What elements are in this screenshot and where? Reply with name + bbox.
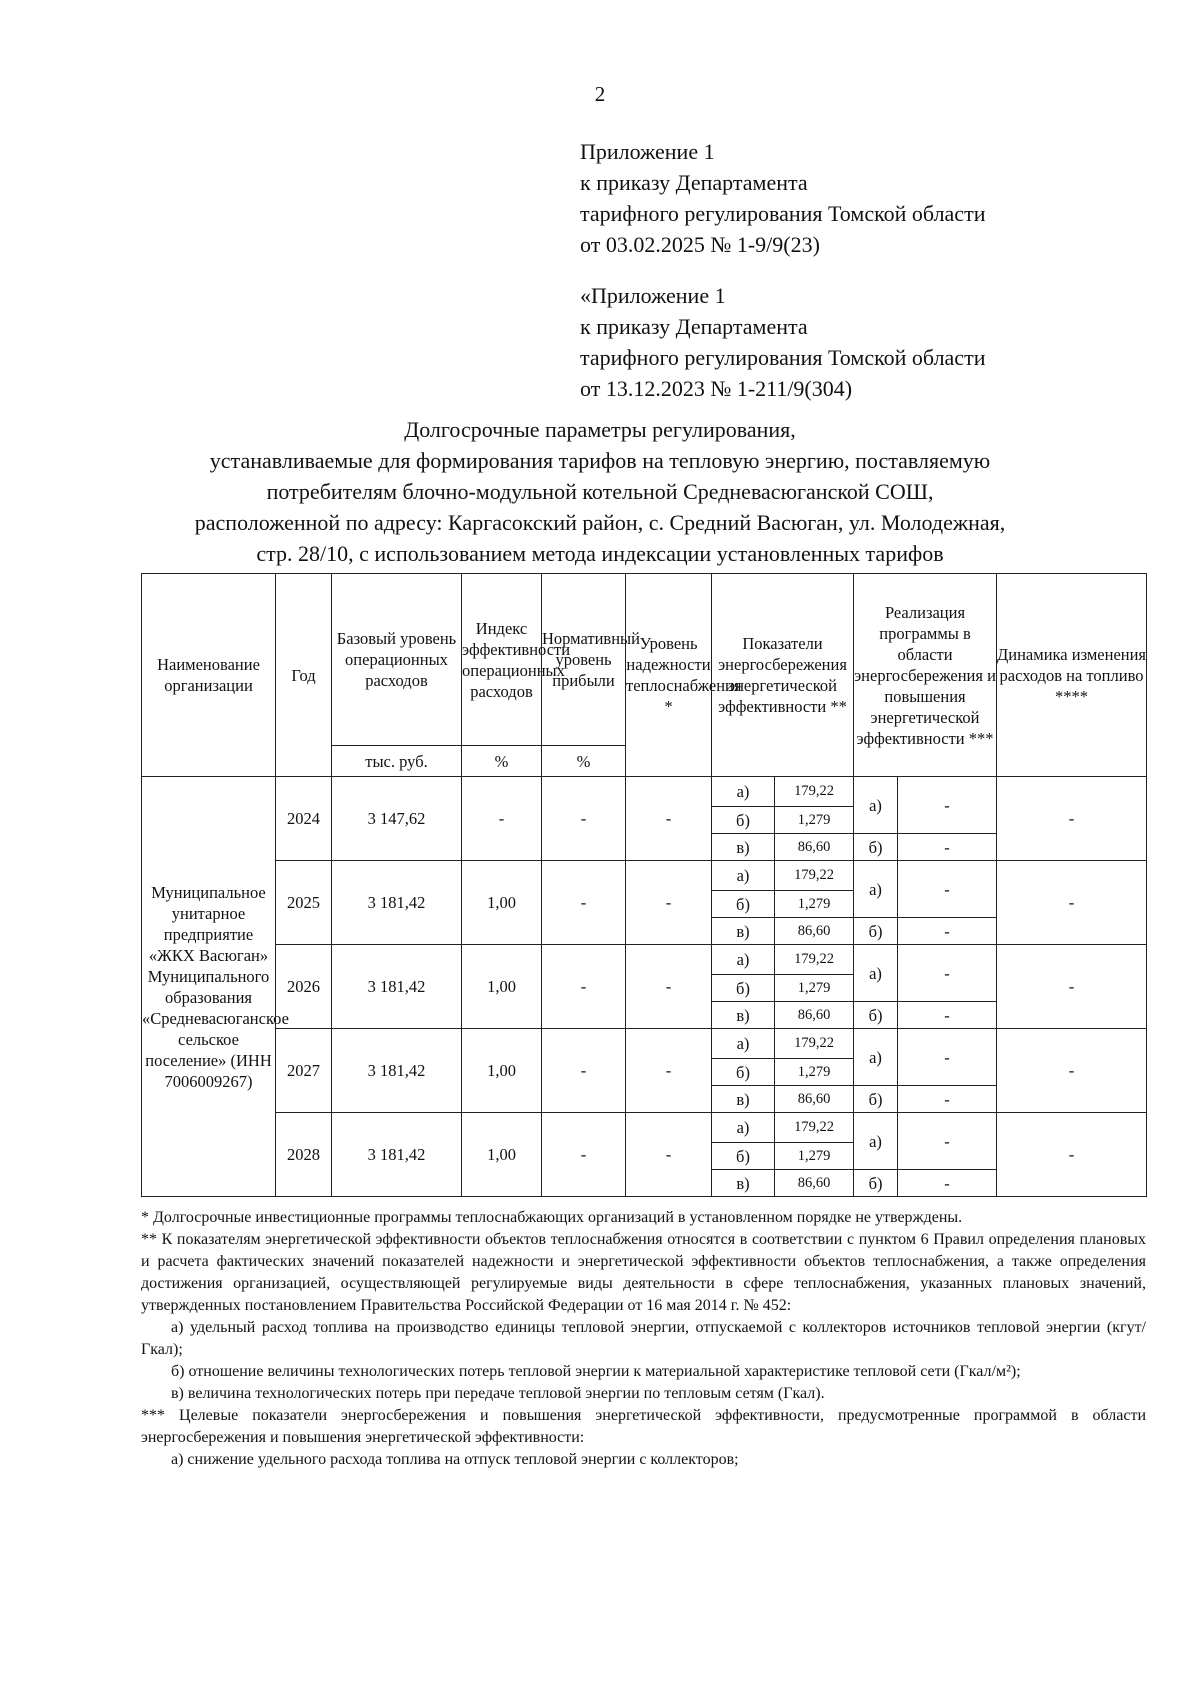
- appendix-line: к приказу Департамента: [580, 314, 808, 339]
- appendix-line: «Приложение 1: [580, 283, 726, 308]
- program-letter: б): [854, 1002, 898, 1029]
- unit-index: %: [462, 746, 542, 777]
- title-line: устанавливаемые для формирования тарифов на тепловую энергию, поставляемую: [209, 448, 991, 473]
- program-value: -: [898, 777, 997, 834]
- header-base: Базовый уровень операционных расходов: [332, 574, 462, 746]
- program-value: -: [898, 945, 997, 1002]
- indicator-letter: в): [712, 1170, 775, 1197]
- page-number: 2: [594, 82, 606, 106]
- indicator-value: 1,279: [775, 1143, 854, 1170]
- efficiency-index-cell: 1,00: [462, 945, 542, 1029]
- indicator-value: 179,22: [775, 1029, 854, 1059]
- footnote-item: а) удельный расход топлива на производство единицы тепловой энергии, отпускаемой с коллекторов источников тепловой энергии (кгут/Гкал);: [141, 1319, 1146, 1358]
- year-cell: 2028: [276, 1113, 332, 1197]
- title-line: стр. 28/10, с использованием метода индексации установленных тарифов: [256, 541, 944, 566]
- indicator-value: 179,22: [775, 777, 854, 807]
- program-letter: а): [854, 861, 898, 918]
- reliability-cell: -: [626, 1113, 712, 1197]
- norm-profit-cell: -: [542, 1113, 626, 1197]
- efficiency-index-cell: 1,00: [462, 861, 542, 945]
- indicator-letter: в): [712, 1002, 775, 1029]
- norm-profit-cell: -: [542, 1029, 626, 1113]
- title-line: расположенной по адресу: Каргасокский район, с. Средний Васюган, ул. Молодежная,: [194, 510, 1006, 535]
- header-year: Год: [276, 574, 332, 777]
- appendix-heading-original: [580, 280, 985, 404]
- org-name-cell: Муниципальное унитарное предприятие «ЖКХ Васюган» Муниципального образования «Средневасюганское сельское поселение» (ИНН 7006009267): [142, 777, 276, 1197]
- indicator-value: 86,60: [775, 1002, 854, 1029]
- base-cost-cell: 3 181,42: [332, 1029, 462, 1113]
- title-line: потребителям блочно-модульной котельной Средневасюганской СОШ,: [266, 479, 934, 504]
- indicator-letter: а): [712, 945, 775, 975]
- indicator-value: 86,60: [775, 918, 854, 945]
- footnotes: [141, 1207, 1146, 1471]
- appendix-line: от 13.12.2023 № 1-211/9(304): [580, 376, 853, 401]
- table-row: [142, 945, 1147, 975]
- efficiency-index-cell: 1,00: [462, 1113, 542, 1197]
- indicator-value: 179,22: [775, 861, 854, 891]
- indicator-letter: а): [712, 861, 775, 891]
- footnote-item: а) снижение удельного расхода топлива на отпуск тепловой энергии с коллекторов;: [171, 1451, 739, 1468]
- indicator-value: 1,279: [775, 891, 854, 918]
- program-letter: а): [854, 777, 898, 834]
- appendix-line: тарифного регулирования Томской области: [580, 201, 986, 226]
- appendix-line: к приказу Департамента: [580, 170, 808, 195]
- indicator-value: 1,279: [775, 975, 854, 1002]
- indicator-value: 1,279: [775, 1059, 854, 1086]
- program-letter: а): [854, 1113, 898, 1170]
- document-title: [120, 414, 1080, 569]
- reliability-cell: -: [626, 861, 712, 945]
- program-value: -: [898, 1002, 997, 1029]
- header-index: Индекс эффективности операционных расходов: [462, 574, 542, 746]
- table-row: [142, 1029, 1147, 1059]
- base-cost-cell: 3 181,42: [332, 945, 462, 1029]
- footnote-item: в) величина технологических потерь при передаче тепловой энергии по тепловым сетям (Гкал).: [171, 1385, 825, 1402]
- indicator-letter: б): [712, 1059, 775, 1086]
- base-cost-cell: 3 181,42: [332, 861, 462, 945]
- efficiency-index-cell: -: [462, 777, 542, 861]
- indicator-letter: а): [712, 1029, 775, 1059]
- program-value: -: [898, 918, 997, 945]
- program-letter: а): [854, 945, 898, 1002]
- fuel-dynamics-cell: -: [997, 777, 1147, 861]
- indicator-value: 179,22: [775, 945, 854, 975]
- footnote: * Долгосрочные инвестиционные программы теплоснабжающих организаций в установленном порядке не утверждены.: [141, 1209, 963, 1226]
- indicator-value: 86,60: [775, 1086, 854, 1113]
- program-letter: а): [854, 1029, 898, 1086]
- unit-norm: %: [542, 746, 626, 777]
- reliability-cell: -: [626, 945, 712, 1029]
- indicator-value: 1,279: [775, 807, 854, 834]
- indicator-letter: в): [712, 834, 775, 861]
- header-norm: Нормативный уровень прибыли: [542, 574, 626, 746]
- header-program: Реализация программы в области энергосбережения и повышения энергетической эффективности ***: [854, 574, 997, 777]
- reliability-cell: -: [626, 777, 712, 861]
- header-org: Наименование организации: [142, 574, 276, 777]
- base-cost-cell: 3 147,62: [332, 777, 462, 861]
- indicator-letter: в): [712, 918, 775, 945]
- program-value: -: [898, 1170, 997, 1197]
- program-letter: б): [854, 1170, 898, 1197]
- header-energy-indicators: Показатели энергосбережения энергетической эффективности **: [712, 574, 854, 777]
- indicator-letter: б): [712, 807, 775, 834]
- indicator-value: 179,22: [775, 1113, 854, 1143]
- appendix-heading-current: [580, 136, 985, 260]
- base-cost-cell: 3 181,42: [332, 1113, 462, 1197]
- footnote-item: б) отношение величины технологических потерь тепловой энергии к материальной характеристике тепловой сети (Гкал/м²);: [171, 1363, 1021, 1380]
- footnote: ** К показателям энергетической эффективности объектов теплоснабжения относятся в соответствии с пунктом 6 Правил определения плановых и расчета фактических значений показателей надежности и энергетической эффективности объектов теплоснабжения, а также определения достижения организацией, осуществляющей регулируемые виды деятельности в сфере теплоснабжения, указанных плановых значений, утвержденных постановлением Правительства Российской Федерации от 16 мая 2014 г. № 452:: [141, 1231, 1146, 1314]
- parameters-table: [141, 573, 1147, 1197]
- table-row: [142, 777, 1147, 807]
- program-value: -: [898, 861, 997, 918]
- appendix-line: Приложение 1: [580, 139, 715, 164]
- program-value: -: [898, 1029, 997, 1086]
- norm-profit-cell: -: [542, 777, 626, 861]
- title-line: Долгосрочные параметры регулирования,: [404, 417, 796, 442]
- table-row: [142, 1113, 1147, 1143]
- year-cell: 2026: [276, 945, 332, 1029]
- indicator-value: 86,60: [775, 1170, 854, 1197]
- table-row: [142, 861, 1147, 891]
- year-cell: 2024: [276, 777, 332, 861]
- fuel-dynamics-cell: -: [997, 1113, 1147, 1197]
- appendix-line: тарифного регулирования Томской области: [580, 345, 986, 370]
- program-value: -: [898, 834, 997, 861]
- indicator-value: 86,60: [775, 834, 854, 861]
- program-letter: б): [854, 1086, 898, 1113]
- indicator-letter: б): [712, 975, 775, 1002]
- year-cell: 2027: [276, 1029, 332, 1113]
- program-letter: б): [854, 918, 898, 945]
- footnote: *** Целевые показатели энергосбережения и повышения энергетической эффективности, предусмотренные программой в области энергосбережения и повышения энергетической эффективности:: [141, 1407, 1146, 1446]
- fuel-dynamics-cell: -: [997, 945, 1147, 1029]
- indicator-letter: а): [712, 1113, 775, 1143]
- norm-profit-cell: -: [542, 945, 626, 1029]
- norm-profit-cell: -: [542, 861, 626, 945]
- header-reliability: Уровень надежности теплоснабжения *: [626, 574, 712, 777]
- indicator-letter: б): [712, 1143, 775, 1170]
- fuel-dynamics-cell: -: [997, 861, 1147, 945]
- year-cell: 2025: [276, 861, 332, 945]
- program-value: -: [898, 1086, 997, 1113]
- header-fuel: Динамика изменения расходов на топливо ****: [997, 574, 1147, 777]
- unit-base: тыс. руб.: [332, 746, 462, 777]
- indicator-letter: а): [712, 777, 775, 807]
- reliability-cell: -: [626, 1029, 712, 1113]
- indicator-letter: в): [712, 1086, 775, 1113]
- indicator-letter: б): [712, 891, 775, 918]
- program-value: -: [898, 1113, 997, 1170]
- appendix-line: от 03.02.2025 № 1-9/9(23): [580, 232, 820, 257]
- fuel-dynamics-cell: -: [997, 1029, 1147, 1113]
- efficiency-index-cell: 1,00: [462, 1029, 542, 1113]
- program-letter: б): [854, 834, 898, 861]
